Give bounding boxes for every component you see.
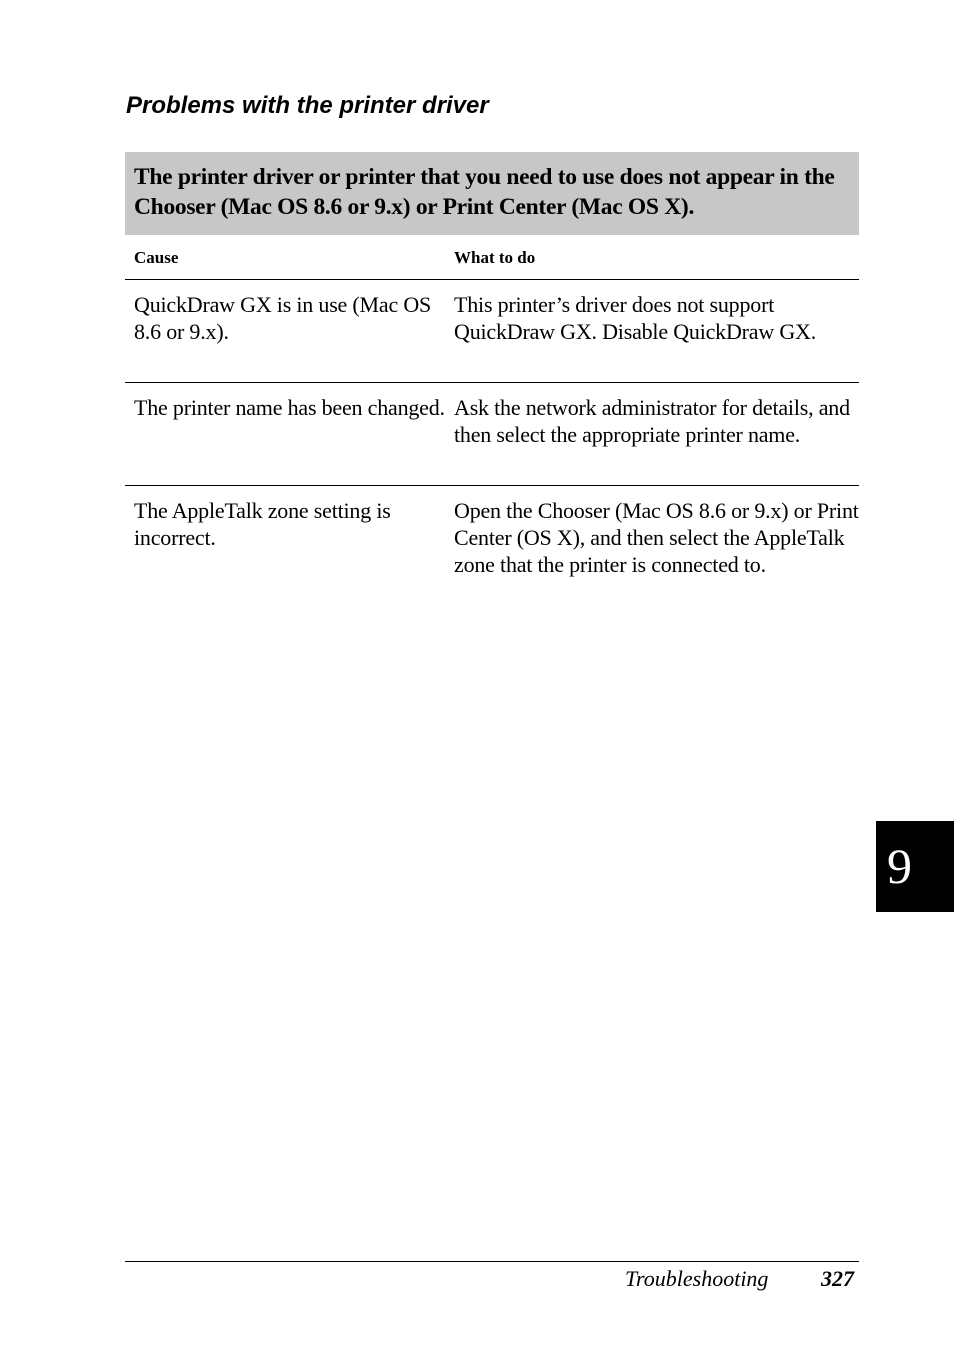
chapter-tab: 9 — [876, 821, 954, 912]
header-what-to-do: What to do — [454, 248, 536, 267]
table-row — [125, 383, 859, 486]
table-row — [125, 486, 859, 616]
section-heading: Problems with the printer driver — [126, 92, 489, 119]
table-row — [125, 280, 859, 383]
cause-cell: The printer name has been changed. — [134, 395, 445, 420]
troubleshooting-table — [125, 235, 859, 616]
action-cell: Ask the network administrator for details, and then select the appropriate printer name. — [454, 395, 850, 447]
action-cell: This printer’s driver does not support QuickDraw GX. Disable QuickDraw GX. — [454, 292, 817, 344]
cause-cell: The AppleTalk zone setting is incorrect. — [134, 498, 391, 550]
problem-title-box: The printer driver or printer that you need to use does not appear in the Chooser (Mac OS 8.6 or 9.x) or Print Center (Mac OS X). — [125, 152, 859, 235]
table-header-row — [125, 235, 859, 280]
cause-cell: QuickDraw GX is in use (Mac OS 8.6 or 9.x). — [134, 292, 432, 344]
footer-divider — [125, 1261, 859, 1262]
action-cell: Open the Chooser (Mac OS 8.6 or 9.x) or Print Center (OS X), and then select the AppleTalk zone that the printer is connected to. — [454, 498, 859, 577]
footer-page-number: 327 — [821, 1266, 854, 1291]
header-cause: Cause — [134, 248, 179, 267]
footer-section-name: Troubleshooting — [625, 1266, 769, 1291]
